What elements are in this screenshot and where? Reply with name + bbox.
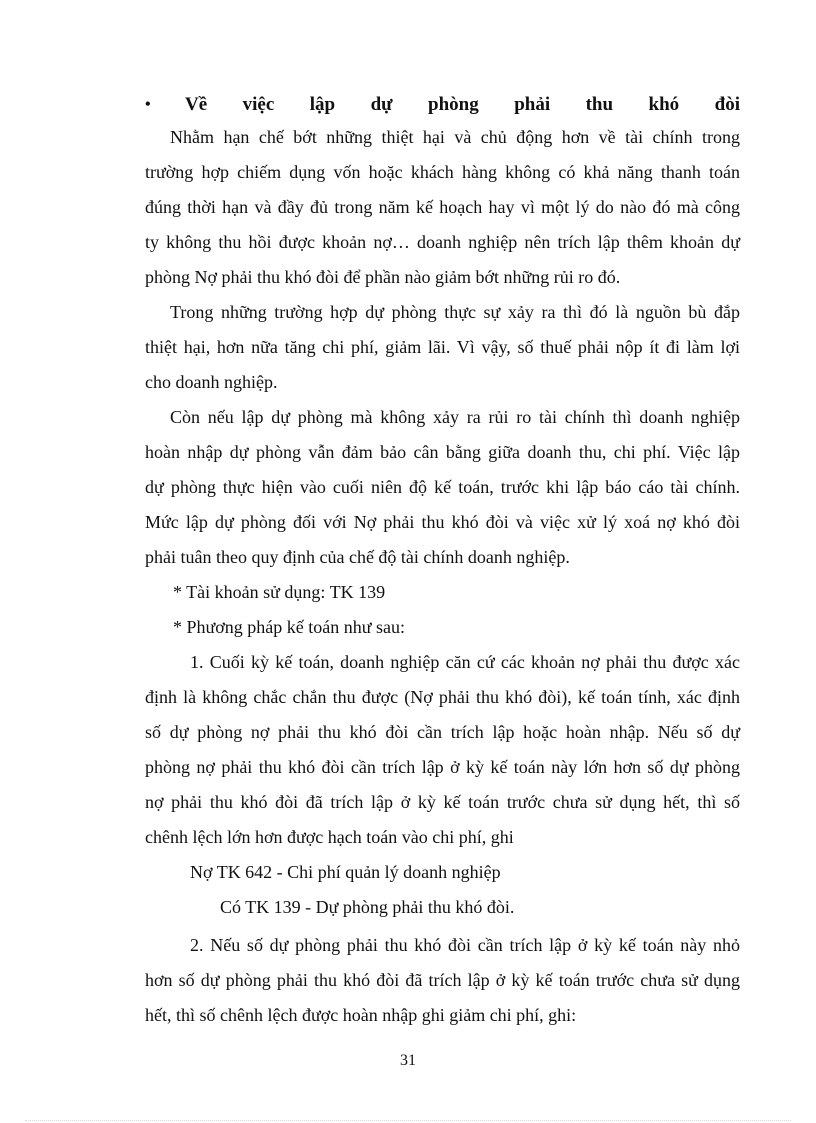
text-line: nợ phải thu khó đòi đã trích lập ở kỳ kế toán trước chưa sử dụng hết, thì số bbox=[145, 792, 740, 812]
text-line: đúng thời hạn và đầy đủ trong năm kế hoạch hay vì một lý do nào đó mà công bbox=[145, 197, 740, 217]
text-line: 1. Cuối kỳ kế toán, doanh nghiệp căn cứ các khoản nợ phải thu được xác bbox=[190, 652, 740, 672]
heading-word: đòi bbox=[714, 94, 740, 115]
heading-word: phải bbox=[514, 94, 551, 115]
heading-word: khó bbox=[648, 94, 680, 115]
heading-word: phòng bbox=[428, 94, 479, 115]
text-line: phòng nợ phải thu khó đòi cần trích lập ở kỳ kế toán này lớn hơn số dự phòng bbox=[145, 757, 740, 777]
text-line: phòng Nợ phải thu khó đòi để phần nào giảm bớt những rủi ro đó. bbox=[145, 267, 621, 287]
text-line: Nhằm hạn chế bớt những thiệt hại và chủ động hơn về tài chính trong bbox=[170, 127, 740, 147]
heading-word: thu bbox=[585, 94, 614, 115]
text-line: số dự phòng nợ phải thu khó đòi cần trích lập hoặc hoàn nhập. Nếu số dự bbox=[145, 722, 740, 742]
text-line: hoàn nhập dự phòng vẫn đảm bảo cân bằng giữa doanh thu, chi phí. Việc lập bbox=[145, 442, 740, 462]
text-line: trường hợp chiếm dụng vốn hoặc khách hàng không có khả năng thanh toán bbox=[145, 162, 740, 182]
text-line: 2. Nếu số dự phòng phải thu khó đòi cần trích lập ở kỳ kế toán này nhỏ bbox=[190, 935, 740, 955]
text-line: Trong những trường hợp dự phòng thực sự xảy ra thì đó là nguồn bù đắp bbox=[170, 302, 740, 322]
heading-word: dự bbox=[370, 94, 393, 115]
heading-word: lập bbox=[309, 94, 336, 115]
text-line: định là không chắc chắn thu được (Nợ phải thu khó đòi), kế toán tính, xác định bbox=[145, 687, 740, 707]
text-line: phải tuân theo quy định của chế độ tài chính doanh nghiệp. bbox=[145, 547, 570, 567]
page-number: 31 bbox=[400, 1052, 416, 1069]
page-bottom-divider bbox=[25, 1120, 791, 1121]
text-line: Còn nếu lập dự phòng mà không xảy ra rủi ro tài chính thì doanh nghiệp bbox=[170, 407, 740, 427]
text-line: cho doanh nghiệp. bbox=[145, 372, 278, 392]
section-heading bbox=[145, 90, 740, 120]
method-line: * Phương pháp kế toán như sau: bbox=[173, 617, 406, 637]
heading-word: Về bbox=[185, 94, 208, 115]
text-line: Mức lập dự phòng đối với Nợ phải thu khó đòi và việc xử lý xoá nợ khó đòi bbox=[145, 512, 740, 532]
text-line: ty không thu hồi được khoản nợ… doanh nghiệp nên trích lập thêm khoản dự bbox=[145, 232, 740, 252]
heading-words bbox=[185, 94, 740, 116]
credit-entry: Có TK 139 - Dự phòng phải thu khó đòi. bbox=[220, 897, 515, 917]
bullet-icon: • bbox=[145, 96, 151, 113]
text-line: thiệt hại, hơn nữa tăng chi phí, giảm lãi. Vì vậy, số thuế phải nộp ít đi làm lợi bbox=[145, 337, 740, 357]
text-line: hết, thì số chênh lệch được hoàn nhập ghi giảm chi phí, ghi: bbox=[145, 1005, 577, 1025]
text-line: hơn số dự phòng phải thu khó đòi đã trích lập ở kỳ kế toán trước chưa sử dụng bbox=[145, 970, 740, 990]
text-line: dự phòng thực hiện vào cuối niên độ kế toán, trước khi lập báo cáo tài chính. bbox=[145, 477, 740, 497]
text-line: chênh lệch lớn hơn được hạch toán vào chi phí, ghi bbox=[145, 827, 514, 847]
heading-word: việc bbox=[242, 94, 275, 115]
debit-entry: Nợ TK 642 - Chi phí quản lý doanh nghiệp bbox=[190, 862, 501, 882]
account-line: * Tài khoản sử dụng: TK 139 bbox=[173, 582, 386, 602]
